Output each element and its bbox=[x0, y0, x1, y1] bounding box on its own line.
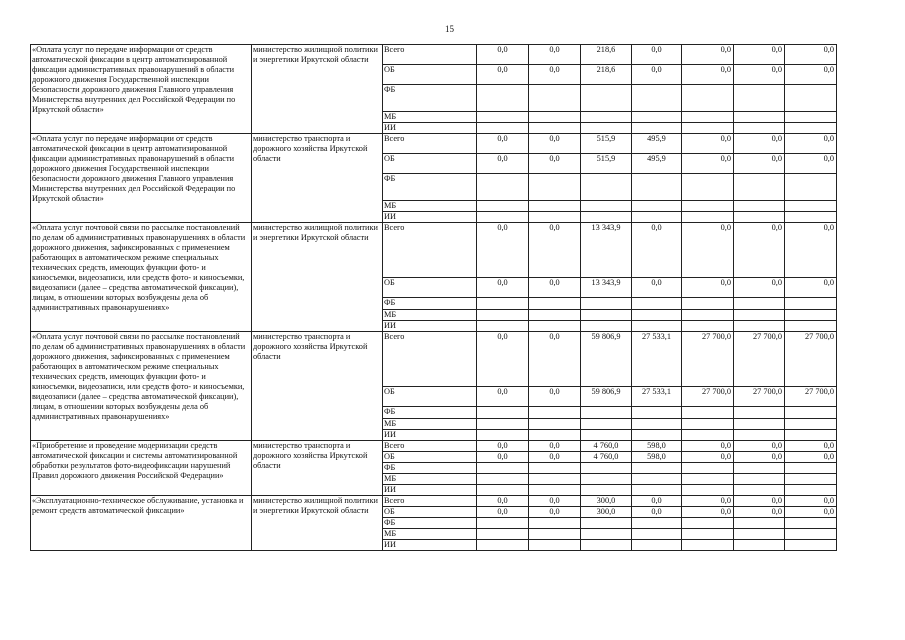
amount-cell bbox=[785, 463, 837, 474]
amount-cell bbox=[785, 310, 837, 321]
amount-cell bbox=[632, 85, 682, 112]
funding-source-cell: ОБ bbox=[383, 65, 477, 85]
amount-cell bbox=[734, 321, 785, 332]
amount-cell: 0,0 bbox=[529, 387, 581, 407]
amount-cell: 27 700,0 bbox=[785, 332, 837, 387]
funding-source-cell: ФБ bbox=[383, 407, 477, 419]
amount-cell bbox=[682, 123, 734, 134]
funding-source-cell: МБ bbox=[383, 529, 477, 540]
funding-source-cell: ОБ bbox=[383, 278, 477, 298]
amount-cell bbox=[734, 529, 785, 540]
amount-cell: 515,9 bbox=[581, 154, 632, 174]
amount-cell bbox=[581, 298, 632, 310]
funding-source-cell: ИИ bbox=[383, 212, 477, 223]
amount-cell bbox=[682, 298, 734, 310]
amount-cell bbox=[581, 419, 632, 430]
executor-cell: министерство жилищной политики и энергетики Иркутской области bbox=[252, 223, 383, 332]
funding-source-cell: ОБ bbox=[383, 452, 477, 463]
funding-source-cell: Всего bbox=[383, 332, 477, 387]
amount-cell bbox=[682, 419, 734, 430]
amount-cell bbox=[477, 123, 529, 134]
funding-source-cell: ИИ bbox=[383, 321, 477, 332]
amount-cell: 0,0 bbox=[785, 65, 837, 85]
amount-cell: 515,9 bbox=[581, 134, 632, 154]
funding-source-cell: ИИ bbox=[383, 430, 477, 441]
amount-cell: 0,0 bbox=[734, 134, 785, 154]
funding-source-cell: ОБ bbox=[383, 387, 477, 407]
amount-cell: 0,0 bbox=[682, 65, 734, 85]
amount-cell: 598,0 bbox=[632, 452, 682, 463]
amount-cell bbox=[682, 430, 734, 441]
amount-cell: 0,0 bbox=[785, 45, 837, 65]
amount-cell: 0,0 bbox=[734, 65, 785, 85]
amount-cell bbox=[632, 321, 682, 332]
amount-cell bbox=[682, 212, 734, 223]
amount-cell: 300,0 bbox=[581, 496, 632, 507]
amount-cell: 0,0 bbox=[529, 496, 581, 507]
amount-cell: 0,0 bbox=[529, 223, 581, 278]
amount-cell bbox=[529, 407, 581, 419]
amount-cell: 27 700,0 bbox=[734, 387, 785, 407]
amount-cell bbox=[632, 540, 682, 551]
amount-cell bbox=[581, 112, 632, 123]
funding-source-cell: ФБ bbox=[383, 518, 477, 529]
amount-cell: 27 700,0 bbox=[682, 332, 734, 387]
amount-cell: 0,0 bbox=[632, 507, 682, 518]
amount-cell bbox=[734, 123, 785, 134]
amount-cell bbox=[785, 321, 837, 332]
funding-source-cell: МБ bbox=[383, 474, 477, 485]
amount-cell: 300,0 bbox=[581, 507, 632, 518]
funding-source-cell: МБ bbox=[383, 201, 477, 212]
page-number: 15 bbox=[445, 24, 454, 34]
amount-cell bbox=[734, 174, 785, 201]
amount-cell: 0,0 bbox=[734, 45, 785, 65]
amount-cell bbox=[477, 174, 529, 201]
amount-cell bbox=[785, 407, 837, 419]
funding-source-cell: МБ bbox=[383, 419, 477, 430]
amount-cell bbox=[632, 463, 682, 474]
amount-cell bbox=[632, 112, 682, 123]
amount-cell: 0,0 bbox=[477, 278, 529, 298]
amount-cell bbox=[529, 463, 581, 474]
amount-cell: 598,0 bbox=[632, 441, 682, 452]
executor-cell: министерство жилищной политики и энергетики Иркутской области bbox=[252, 496, 383, 551]
amount-cell bbox=[529, 474, 581, 485]
amount-cell bbox=[529, 201, 581, 212]
amount-cell bbox=[682, 310, 734, 321]
amount-cell bbox=[734, 201, 785, 212]
amount-cell bbox=[529, 430, 581, 441]
activity-name-cell: «Приобретение и проведение модернизации средств автоматической фиксации и системы автоматизированной обработки результатов фото-видеофиксации нарушений Правил дорожного движения Российской Федерации» bbox=[31, 441, 252, 496]
table-row bbox=[31, 45, 837, 65]
amount-cell bbox=[734, 407, 785, 419]
amount-cell bbox=[682, 540, 734, 551]
amount-cell: 0,0 bbox=[529, 65, 581, 85]
executor-cell: министерство жилищной политики и энергетики Иркутской области bbox=[252, 45, 383, 134]
amount-cell bbox=[785, 123, 837, 134]
amount-cell bbox=[682, 474, 734, 485]
amount-cell bbox=[785, 419, 837, 430]
amount-cell bbox=[477, 112, 529, 123]
amount-cell bbox=[682, 321, 734, 332]
table-row bbox=[31, 332, 837, 387]
amount-cell bbox=[734, 298, 785, 310]
amount-cell bbox=[785, 529, 837, 540]
amount-cell bbox=[477, 540, 529, 551]
amount-cell bbox=[682, 85, 734, 112]
amount-cell bbox=[529, 485, 581, 496]
amount-cell bbox=[632, 474, 682, 485]
amount-cell bbox=[632, 518, 682, 529]
amount-cell bbox=[734, 518, 785, 529]
funding-source-cell: Всего bbox=[383, 496, 477, 507]
amount-cell bbox=[529, 310, 581, 321]
amount-cell: 0,0 bbox=[785, 507, 837, 518]
amount-cell bbox=[529, 298, 581, 310]
amount-cell bbox=[785, 474, 837, 485]
amount-cell: 0,0 bbox=[785, 134, 837, 154]
funding-source-cell: ИИ bbox=[383, 123, 477, 134]
amount-cell: 0,0 bbox=[529, 452, 581, 463]
amount-cell: 0,0 bbox=[632, 496, 682, 507]
amount-cell bbox=[734, 430, 785, 441]
amount-cell bbox=[529, 123, 581, 134]
amount-cell bbox=[529, 321, 581, 332]
activity-name-cell: «Оплата услуг почтовой связи по рассылке постановлений по делам об административных правонарушениях в области дорожного движения, зафиксированных с применением работающих в автоматическом режиме специальных технических средств, имеющих функции фото- и киносъемки, видеозаписи, или средств фото- и киносъемки, видеозаписи (далее – средства автоматической фиксации), лицам, в отношении которых возбуждены дела об административных правонарушениях» bbox=[31, 223, 252, 332]
funding-source-cell: МБ bbox=[383, 112, 477, 123]
amount-cell bbox=[477, 474, 529, 485]
amount-cell bbox=[581, 310, 632, 321]
amount-cell bbox=[477, 419, 529, 430]
amount-cell bbox=[632, 212, 682, 223]
amount-cell bbox=[477, 430, 529, 441]
amount-cell bbox=[581, 407, 632, 419]
amount-cell: 0,0 bbox=[734, 452, 785, 463]
amount-cell: 27 533,1 bbox=[632, 387, 682, 407]
activity-name-cell: «Оплата услуг почтовой связи по рассылке постановлений по делам об административных правонарушениях в области дорожного движения, зафиксированных с применением работающих в автоматическом режиме специальных технических средств, имеющих функции фото- и киносъемки, видеозаписи, или средств фото- и киносъемки, видеозаписи (далее – средства автоматической фиксации), лицам, в отношении которых возбуждены дела об административных правонарушениях» bbox=[31, 332, 252, 441]
amount-cell: 0,0 bbox=[734, 441, 785, 452]
amount-cell bbox=[529, 112, 581, 123]
amount-cell: 0,0 bbox=[477, 452, 529, 463]
amount-cell: 13 343,9 bbox=[581, 223, 632, 278]
funding-source-cell: Всего bbox=[383, 441, 477, 452]
amount-cell bbox=[734, 112, 785, 123]
amount-cell: 0,0 bbox=[682, 507, 734, 518]
amount-cell bbox=[581, 123, 632, 134]
amount-cell: 0,0 bbox=[682, 45, 734, 65]
amount-cell: 0,0 bbox=[734, 278, 785, 298]
amount-cell bbox=[581, 529, 632, 540]
funding-source-cell: ОБ bbox=[383, 154, 477, 174]
amount-cell bbox=[682, 112, 734, 123]
amount-cell bbox=[477, 85, 529, 112]
amount-cell: 0,0 bbox=[632, 278, 682, 298]
amount-cell: 0,0 bbox=[734, 223, 785, 278]
amount-cell: 0,0 bbox=[785, 441, 837, 452]
funding-source-cell: ФБ bbox=[383, 174, 477, 201]
amount-cell bbox=[529, 174, 581, 201]
amount-cell: 0,0 bbox=[734, 154, 785, 174]
amount-cell: 0,0 bbox=[477, 507, 529, 518]
amount-cell bbox=[785, 112, 837, 123]
amount-cell bbox=[632, 407, 682, 419]
funding-source-cell: Всего bbox=[383, 45, 477, 65]
amount-cell: 27 533,1 bbox=[632, 332, 682, 387]
amount-cell bbox=[477, 529, 529, 540]
amount-cell: 0,0 bbox=[477, 496, 529, 507]
activity-name-cell: «Оплата услуг по передаче информации от средств автоматической фиксации в центр автоматизированной фиксации административных правонарушений в области дорожного движения Государственной инспекции безопасности дорожного движения Главного управления Министерства внутренних дел Российской Федерации по Иркутской области» bbox=[31, 45, 252, 134]
amount-cell: 0,0 bbox=[682, 496, 734, 507]
table-row bbox=[31, 441, 837, 452]
amount-cell: 0,0 bbox=[529, 45, 581, 65]
amount-cell bbox=[477, 485, 529, 496]
amount-cell: 0,0 bbox=[734, 507, 785, 518]
amount-cell bbox=[734, 485, 785, 496]
amount-cell bbox=[581, 518, 632, 529]
activity-name-cell: «Оплата услуг по передаче информации от средств автоматической фиксации в центр автоматизированной фиксации административных правонарушений в области дорожного движения Государственной инспекции безопасности дорожного движения Главного управления Министерства внутренних дел Российской Федерации по Иркутской области» bbox=[31, 134, 252, 223]
amount-cell bbox=[581, 485, 632, 496]
amount-cell: 13 343,9 bbox=[581, 278, 632, 298]
amount-cell: 0,0 bbox=[477, 441, 529, 452]
amount-cell: 0,0 bbox=[632, 45, 682, 65]
amount-cell: 0,0 bbox=[785, 496, 837, 507]
amount-cell bbox=[581, 85, 632, 112]
amount-cell bbox=[477, 201, 529, 212]
amount-cell: 0,0 bbox=[682, 154, 734, 174]
amount-cell: 0,0 bbox=[529, 278, 581, 298]
amount-cell: 0,0 bbox=[529, 134, 581, 154]
amount-cell bbox=[682, 174, 734, 201]
amount-cell bbox=[581, 212, 632, 223]
amount-cell bbox=[682, 529, 734, 540]
funding-source-cell: Всего bbox=[383, 223, 477, 278]
executor-cell: министерство транспорта и дорожного хозяйства Иркутской области bbox=[252, 441, 383, 496]
amount-cell: 0,0 bbox=[477, 154, 529, 174]
amount-cell: 0,0 bbox=[785, 223, 837, 278]
amount-cell: 218,6 bbox=[581, 45, 632, 65]
amount-cell: 495,9 bbox=[632, 134, 682, 154]
activity-name-cell: «Эксплуатационно-техническое обслуживание, установка и ремонт средств автоматической фиксации» bbox=[31, 496, 252, 551]
amount-cell: 0,0 bbox=[529, 507, 581, 518]
amount-cell bbox=[581, 201, 632, 212]
amount-cell: 0,0 bbox=[785, 154, 837, 174]
amount-cell bbox=[785, 518, 837, 529]
amount-cell bbox=[632, 419, 682, 430]
amount-cell: 0,0 bbox=[632, 65, 682, 85]
amount-cell bbox=[734, 85, 785, 112]
amount-cell: 27 700,0 bbox=[682, 387, 734, 407]
amount-cell bbox=[734, 474, 785, 485]
amount-cell bbox=[477, 463, 529, 474]
amount-cell: 0,0 bbox=[632, 223, 682, 278]
amount-cell: 0,0 bbox=[785, 452, 837, 463]
amount-cell: 0,0 bbox=[734, 496, 785, 507]
amount-cell bbox=[785, 430, 837, 441]
amount-cell: 4 760,0 bbox=[581, 441, 632, 452]
funding-source-cell: ОБ bbox=[383, 507, 477, 518]
amount-cell bbox=[581, 174, 632, 201]
amount-cell: 27 700,0 bbox=[785, 387, 837, 407]
amount-cell bbox=[682, 407, 734, 419]
amount-cell bbox=[785, 201, 837, 212]
executor-cell: министерство транспорта и дорожного хозяйства Иркутской области bbox=[252, 134, 383, 223]
amount-cell bbox=[529, 85, 581, 112]
amount-cell bbox=[581, 540, 632, 551]
amount-cell bbox=[632, 485, 682, 496]
amount-cell: 0,0 bbox=[477, 223, 529, 278]
amount-cell bbox=[785, 298, 837, 310]
amount-cell bbox=[581, 430, 632, 441]
table-row bbox=[31, 134, 837, 154]
amount-cell bbox=[581, 321, 632, 332]
amount-cell bbox=[734, 310, 785, 321]
funding-source-cell: ИИ bbox=[383, 485, 477, 496]
amount-cell: 0,0 bbox=[477, 387, 529, 407]
funding-source-cell: ФБ bbox=[383, 463, 477, 474]
amount-cell bbox=[632, 174, 682, 201]
amount-cell bbox=[785, 485, 837, 496]
amount-cell: 0,0 bbox=[477, 134, 529, 154]
amount-cell: 0,0 bbox=[682, 223, 734, 278]
amount-cell bbox=[632, 123, 682, 134]
amount-cell bbox=[632, 298, 682, 310]
amount-cell bbox=[682, 201, 734, 212]
amount-cell bbox=[477, 212, 529, 223]
executor-cell: министерство транспорта и дорожного хозяйства Иркутской области bbox=[252, 332, 383, 441]
amount-cell: 0,0 bbox=[477, 65, 529, 85]
amount-cell bbox=[734, 463, 785, 474]
amount-cell: 4 760,0 bbox=[581, 452, 632, 463]
amount-cell bbox=[785, 174, 837, 201]
table-row bbox=[31, 223, 837, 278]
amount-cell bbox=[529, 212, 581, 223]
amount-cell: 0,0 bbox=[477, 332, 529, 387]
funding-source-cell: ФБ bbox=[383, 298, 477, 310]
amount-cell bbox=[529, 540, 581, 551]
amount-cell: 0,0 bbox=[682, 278, 734, 298]
amount-cell: 0,0 bbox=[529, 154, 581, 174]
amount-cell bbox=[632, 310, 682, 321]
amount-cell bbox=[529, 529, 581, 540]
amount-cell bbox=[581, 474, 632, 485]
amount-cell: 0,0 bbox=[682, 441, 734, 452]
amount-cell: 0,0 bbox=[682, 452, 734, 463]
amount-cell bbox=[477, 518, 529, 529]
amount-cell bbox=[632, 201, 682, 212]
amount-cell bbox=[734, 540, 785, 551]
table-row bbox=[31, 496, 837, 507]
amount-cell bbox=[734, 212, 785, 223]
amount-cell bbox=[682, 518, 734, 529]
amount-cell bbox=[529, 518, 581, 529]
amount-cell bbox=[785, 85, 837, 112]
amount-cell bbox=[477, 407, 529, 419]
amount-cell: 495,9 bbox=[632, 154, 682, 174]
amount-cell bbox=[682, 485, 734, 496]
amount-cell bbox=[632, 529, 682, 540]
funding-source-cell: Всего bbox=[383, 134, 477, 154]
amount-cell bbox=[785, 540, 837, 551]
budget-table bbox=[30, 44, 837, 551]
amount-cell bbox=[477, 298, 529, 310]
amount-cell: 0,0 bbox=[529, 441, 581, 452]
funding-source-cell: ФБ bbox=[383, 85, 477, 112]
amount-cell bbox=[581, 463, 632, 474]
amount-cell: 0,0 bbox=[682, 134, 734, 154]
amount-cell: 59 806,9 bbox=[581, 387, 632, 407]
amount-cell: 218,6 bbox=[581, 65, 632, 85]
amount-cell bbox=[529, 419, 581, 430]
amount-cell: 0,0 bbox=[477, 45, 529, 65]
amount-cell bbox=[682, 463, 734, 474]
amount-cell bbox=[734, 419, 785, 430]
amount-cell: 59 806,9 bbox=[581, 332, 632, 387]
amount-cell bbox=[785, 212, 837, 223]
amount-cell: 0,0 bbox=[529, 332, 581, 387]
amount-cell bbox=[632, 430, 682, 441]
amount-cell bbox=[477, 321, 529, 332]
amount-cell: 0,0 bbox=[785, 278, 837, 298]
amount-cell: 27 700,0 bbox=[734, 332, 785, 387]
amount-cell bbox=[477, 310, 529, 321]
funding-source-cell: МБ bbox=[383, 310, 477, 321]
funding-source-cell: ИИ bbox=[383, 540, 477, 551]
